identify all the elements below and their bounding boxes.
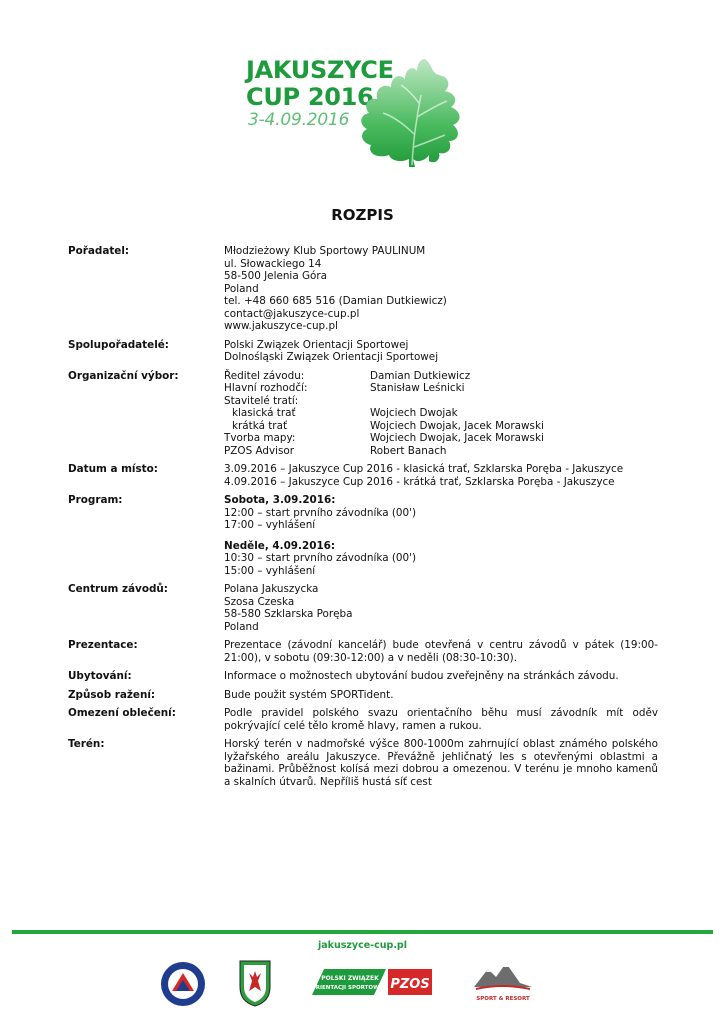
text-line: 12:00 – start prvního závodníka (00') — [224, 506, 417, 519]
section-label: Terén: — [68, 738, 105, 750]
section-poradatel — [68, 245, 658, 333]
section-razeni — [68, 689, 658, 702]
section-text: Horský terén v nadmořské výšce 800-1000m zahrnující oblast známého polského lyžařského areálu Jakuszyce. Převážně jehličnatý les s otevřenými oblastmi a bažinami. Průběžnost kolísá mezi dobrou a omezenou. V terénu je mnoho kamenů a skalních útvarů. Nepříliš hustá síť cest — [224, 738, 658, 788]
committee-name: Wojciech Dwojak, Jacek Morawski — [370, 419, 544, 432]
committee-row — [224, 370, 658, 383]
committee-role: PZOS Advisor — [224, 444, 295, 457]
text-line: Szosa Czeska — [224, 595, 295, 608]
committee-row — [224, 407, 658, 420]
section-text: Prezentace (závodní kancelář) bude otevřená v centru závodů v pátek (19:00-21:00), v sobotu (09:30-12:00) a v neděli (08:30-10:30). — [224, 639, 658, 664]
section-label: Centrum závodů: — [68, 583, 168, 595]
text-line: 58-580 Szklarska Poręba — [224, 608, 353, 620]
sport-resort-logo-icon — [472, 959, 534, 1003]
event-title-line1: JAKUSZYCE — [246, 56, 394, 84]
event-title-line2: CUP 2016 — [246, 83, 374, 111]
committee-name: Damian Dutkiewicz — [370, 369, 471, 382]
section-value — [224, 245, 658, 333]
section-text: Informace o možnostech ubytování budou zveřejněny na stránkách závodu. — [224, 670, 619, 682]
section-value — [224, 339, 658, 364]
committee-role: Ředitel závodu: — [224, 369, 305, 382]
text-line: 15:00 – vyhlášení — [224, 564, 316, 577]
section-label: Ubytování: — [68, 670, 132, 682]
committee-role: klasická trať — [232, 407, 296, 419]
section-teren — [68, 738, 658, 788]
section-label: Způsob ražení: — [68, 688, 156, 701]
section-value — [224, 370, 658, 458]
text-line: 10:30 – start prvního závodníka (00') — [224, 552, 417, 564]
sponsor-logos — [0, 955, 725, 1015]
section-label: Omezení oblečení: — [68, 707, 176, 719]
text-line: 17:00 – vyhlášení — [224, 519, 316, 531]
mks-paulinum-logo-icon — [160, 961, 206, 1007]
pzos-logo-icon — [310, 967, 436, 997]
section-prezentace — [68, 639, 658, 664]
pzos-abbr: PZOS — [390, 977, 430, 992]
committee-name: Robert Banach — [370, 444, 447, 457]
section-vybor — [68, 370, 658, 458]
resort-text: SPORT & RESORT — [476, 996, 530, 1002]
section-label: Prezentace: — [68, 639, 138, 651]
section-spoluporadatele — [68, 339, 658, 364]
committee-row — [224, 382, 658, 395]
committee-role: Hlavní rozhodčí: — [224, 382, 308, 394]
committee-name: Wojciech Dwojak — [370, 407, 458, 419]
section-centrum — [68, 583, 658, 633]
text-line: Polski Związek Orientacji Sportowej — [224, 338, 409, 351]
committee-name: Stanisław Leśnicki — [370, 382, 465, 394]
email-text: contact@jakuszyce-cup.pl — [224, 307, 360, 320]
website-text: www.jakuszyce-cup.pl — [224, 320, 338, 332]
committee-row — [224, 395, 658, 408]
program-day-title: Neděle, 4.09.2016: — [224, 539, 336, 552]
section-value — [224, 494, 658, 577]
section-ubytovani — [68, 670, 658, 683]
text-line: tel. +48 660 685 516 (Damian Dutkiewicz) — [224, 295, 447, 307]
footer-divider — [12, 930, 713, 934]
section-label: Organizační výbor: — [68, 369, 179, 382]
text-line: 3.09.2016 – Jakuszyce Cup 2016 - klasická trať, Szklarska Poręba - Jakuszyce — [224, 463, 624, 475]
committee-role: krátká trať — [232, 419, 288, 432]
section-label: Datum a místo: — [68, 463, 158, 475]
section-obleceni — [68, 707, 658, 732]
section-program — [68, 494, 658, 577]
section-value — [224, 463, 658, 488]
text-line: Polana Jakuszycka — [224, 583, 319, 595]
text-line: 4.09.2016 – Jakuszyce Cup 2016 - krátká trať, Szklarska Poręba - Jakuszyce — [224, 475, 615, 488]
text-line: Dolnośląski Związek Orientacji Sportowej — [224, 351, 439, 363]
text-line: Poland — [224, 620, 259, 633]
event-date: 3-4.09.2016 — [248, 110, 350, 130]
pzos-text-bottom: ORIENTACJI SPORTOWEJ — [311, 985, 385, 991]
section-label: Pořadatel: — [68, 245, 130, 257]
section-label: Program: — [68, 494, 123, 506]
footer-website-link[interactable]: jakuszyce-cup.pl — [317, 940, 407, 951]
committee-name: Wojciech Dwojak, Jacek Morawski — [370, 432, 544, 444]
section-label: Spolupořadatelé: — [68, 338, 169, 351]
document-title: ROZPIS — [331, 206, 394, 224]
section-text: Bude použit systém SPORTident. — [224, 688, 394, 701]
section-value — [224, 583, 658, 633]
committee-role: Tvorba mapy: — [224, 432, 296, 444]
committee-row — [224, 445, 658, 458]
document-body — [68, 245, 658, 794]
text-line: 58-500 Jelenia Góra — [224, 270, 328, 282]
committee-row — [224, 420, 658, 433]
program-day-title: Sobota, 3.09.2016: — [224, 494, 336, 506]
section-text: Podle pravidel polského svazu orientačního běhu musí závodník mít oděv pokrývající celé tělo kromě hlavy, ramen a rukou. — [224, 707, 658, 732]
jelenia-gora-crest-icon — [238, 959, 272, 1007]
committee-row — [224, 432, 658, 445]
oak-leaf-icon — [355, 55, 470, 175]
committee-role: Stavitelé tratí: — [224, 394, 299, 407]
text-line: Młodzieżowy Klub Sportowy PAULINUM — [224, 245, 426, 257]
text-line: ul. Słowackiego 14 — [224, 257, 322, 270]
text-line: Poland — [224, 282, 259, 295]
section-datum — [68, 463, 658, 488]
pzos-text-top: POLSKI ZWIĄZEK — [321, 975, 379, 982]
